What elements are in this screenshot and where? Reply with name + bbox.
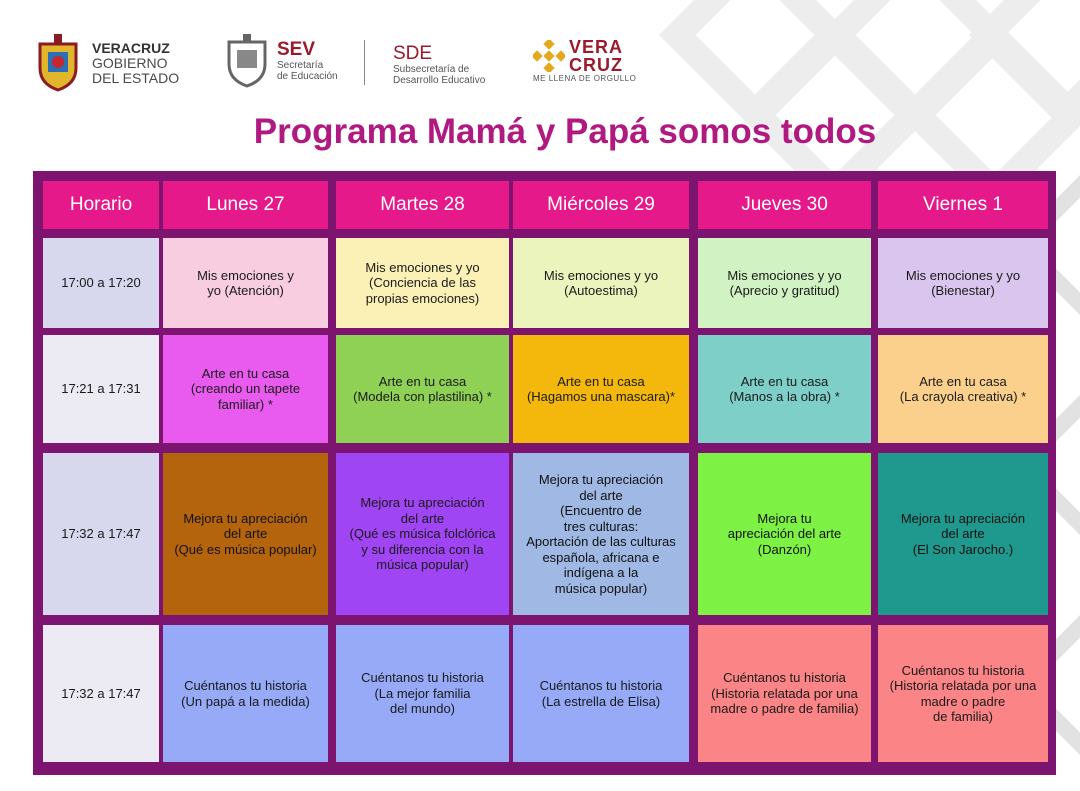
activity-cell: Mejora tu apreciación del arte (Qué es música popular) (163, 453, 328, 615)
header-day: Lunes 27 (163, 181, 328, 229)
vera-logo-line2: CRUZ (569, 55, 623, 75)
sev-logo (225, 34, 338, 88)
activity-cell: Mejora tu apreciación del arte (El Son Jarocho.) (878, 453, 1048, 615)
header-day: Jueves 30 (698, 181, 871, 229)
sev-logo-line2: de Educación (277, 71, 338, 82)
activity-cell: Mis emociones y yo (Conciencia de las propias emociones) (336, 238, 509, 328)
activity-cell: Arte en tu casa (La crayola creativa) * (878, 335, 1048, 443)
vera-logo-line1: VERA (569, 37, 624, 57)
header-day: Martes 28 (336, 181, 509, 229)
header-day: Viernes 1 (878, 181, 1048, 229)
activity-cell: Mis emociones y yo (Atención) (163, 238, 328, 328)
activity-cell: Cuéntanos tu historia (La mejor familia del mundo) (336, 625, 509, 762)
sde-logo-line2: Desarrollo Educativo (393, 75, 486, 86)
sde-logo-line1: Subsecretaría de (393, 64, 470, 75)
gov-logo-line3: DEL ESTADO (92, 69, 180, 86)
activity-cell: Arte en tu casa (Hagamos una mascara)* (513, 335, 689, 443)
sev-logo-title: SEV (277, 39, 316, 60)
activity-cell: Mis emociones y yo (Autoestima) (513, 238, 689, 328)
time-slot: 17:00 a 17:20 (43, 238, 159, 328)
header-day: Miércoles 29 (513, 181, 689, 229)
activity-cell: Cuéntanos tu historia (La estrella de Elisa) (513, 625, 689, 762)
activity-cell: Mis emociones y yo (Bienestar) (878, 238, 1048, 328)
activity-cell: Cuéntanos tu historia (Historia relatada por una madre o padre de familia) (878, 625, 1048, 762)
schedule-table (33, 171, 1056, 775)
time-slot: 17:21 a 17:31 (43, 335, 159, 443)
activity-cell: Arte en tu casa (creando un tapete familiar) * (163, 335, 328, 443)
sev-logo-line1: Secretaría (277, 60, 324, 71)
activity-cell: Cuéntanos tu historia (Un papá a la medida) (163, 625, 328, 762)
activity-cell: Cuéntanos tu historia (Historia relatada por una madre o padre de familia) (698, 625, 871, 762)
activity-cell: Arte en tu casa (Manos a la obra) * (698, 335, 871, 443)
time-slot: 17:32 a 17:47 (43, 625, 159, 762)
veracruz-pattern-icon (533, 40, 565, 72)
header-logos (0, 0, 1080, 110)
activity-cell: Mejora tu apreciación del arte (Encuentro de tres culturas: Aportación de las culturas española, africana e indígena a la música popular) (513, 453, 689, 615)
activity-cell: Mejora tu apreciación del arte (Danzón) (698, 453, 871, 615)
activity-cell: Mis emociones y yo (Aprecio y gratitud) (698, 238, 871, 328)
gov-logo-line2: GOBIERNO (92, 54, 168, 71)
veracruz-shield-icon (34, 34, 82, 92)
activity-cell: Mejora tu apreciación del arte (Qué es música folclórica y su diferencia con la música popular) (336, 453, 509, 615)
gov-logo-line1: VERACRUZ (92, 39, 170, 56)
sev-shield-icon (225, 34, 269, 88)
vera-logo-tagline: ME LLENA DE ORGULLO (533, 74, 637, 83)
logo-divider (364, 40, 365, 85)
gobierno-veracruz-logo (34, 34, 179, 92)
sde-logo-title: SDE (393, 43, 433, 64)
page-title: Programa Mamá y Papá somos todos (253, 112, 877, 151)
veracruz-orgullo-logo (533, 38, 636, 83)
time-slot: 17:32 a 17:47 (43, 453, 159, 615)
activity-cell: Arte en tu casa (Modela con plastilina) * (336, 335, 509, 443)
sde-logo (393, 44, 485, 86)
header-horario: Horario (43, 181, 159, 229)
